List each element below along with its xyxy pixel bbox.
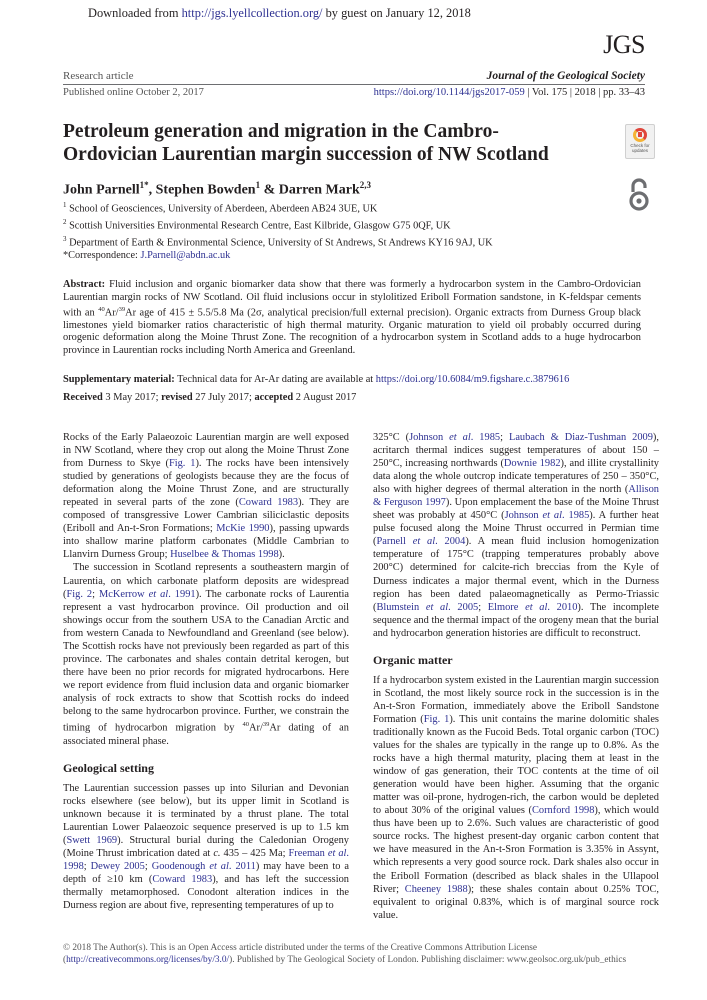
check-updates-line1: Check for <box>630 143 650 148</box>
text-run: ). <box>278 549 285 561</box>
license-link[interactable]: http://creativecommons.org/licenses/by/3.0/ <box>66 955 230 965</box>
text-run: ); these shales contain about 0.25% TOC, equivalent to original 0.83%, which is of marginal source rock value. <box>373 883 659 921</box>
text-run: 325°C ( <box>373 432 410 443</box>
body-column-left <box>63 431 349 912</box>
paragraph <box>63 561 349 747</box>
affiliation <box>63 233 493 250</box>
accepted-label: accepted <box>254 392 294 403</box>
open-access-lock-icon <box>628 178 650 212</box>
citation-link[interactable]: McKie 1990 <box>216 523 270 535</box>
affiliation <box>63 199 493 216</box>
citation-link[interactable]: Coward 1983 <box>152 873 213 885</box>
affiliation <box>63 216 493 233</box>
text-run: ; <box>144 860 152 872</box>
correspondence <box>63 250 493 263</box>
citation-link[interactable]: Parnell et al. 2004 <box>376 536 466 548</box>
check-updates-icon <box>633 128 647 142</box>
check-updates-line2: updates <box>631 148 648 153</box>
paragraph <box>373 431 659 640</box>
accepted-date: 2 August 2017 <box>293 392 357 403</box>
affiliation-number: 1 <box>63 201 67 209</box>
revised-date: 27 July 2017; <box>192 392 255 403</box>
citation-link[interactable]: Johnson et al. 1985 <box>409 432 501 443</box>
text-run: ). They are composed of transgressive Lower Cambrian siliciclastic deposits (Eriboll and An-t-Sron Formations; <box>63 497 349 535</box>
author-affiliation-mark: 1 <box>255 180 261 190</box>
license-text: ). Published by The Geological Society of London. Publishing disclaimer: www.geolsoc.org.uk/pub_ethics <box>229 955 627 965</box>
published-date: Published online October 2, 2017 <box>63 87 204 98</box>
doi-link[interactable]: https://doi.org/10.1144/jgs2017-059 <box>373 87 525 98</box>
download-suffix: by guest on January 12, 2018 <box>322 6 471 20</box>
received-date: 3 May 2017; <box>102 392 162 403</box>
text-run: ). The carbonate rocks of Laurentia represent a vast hydrocarbon province. Oil production and oil showings occur from the southern USA to the Canadian Arctic and from western Canada to Newfoundland and Greenland (see below). The Scottish rocks have not previously been regarded as part of this province. The carbonates and shales contain detrital kerogen, but there have been no prior records for migrated hydrocarbons. Here we report evidence from fluid inclusion data and organic biomarker analysis of rock extracts to show that Scottish rocks do indeed belong to the same hydrocarbon province. Further, we constrain the timing of hydrocarbon migration by <box>63 588 349 734</box>
text-run: ). Upon emplacement the base of the Moine Thrust sheet was probably at 450°C ( <box>373 497 659 522</box>
supplementary-link[interactable]: https://doi.org/10.6084/m9.figshare.c.3879616 <box>375 374 570 385</box>
citation-link[interactable]: Johnson et al. 1985 <box>504 510 590 522</box>
article-title: Petroleum generation and migration in the Cambro-Ordovician Laurentian margin succession of NW Scotland <box>63 121 549 165</box>
download-link[interactable]: http://jgs.lyellcollection.org/ <box>181 6 323 20</box>
abstract-text: Ar age of 415 ± 5.5/5.8 Ma (2σ, analytical precision/full external precision). Organic extracts from Durness Group black limestones yield biomarker ratios characteristic of high thermal maturity. Organic maturation to yield oil probably occurred during orogenic deformation along the Moine Thrust Zone. The recognition of a hydrocarbon system in Scotland adds to a huge hydrocarbon province in Laurentian rocks including North America and Greenland. <box>63 307 641 356</box>
abstract-text: Ar/ <box>104 307 119 319</box>
citation-link[interactable]: Dewey 2005 <box>90 860 145 872</box>
received-label: Received <box>63 392 103 403</box>
author-separator: & <box>260 182 279 198</box>
text-run: 435 – 425 Ma; <box>220 847 289 859</box>
affiliation-text: Department of Earth & Environmental Science, University of St Andrews, St Andrews KY16 9AJ, UK <box>66 237 493 249</box>
citation-link[interactable]: Fig. 1 <box>168 458 196 470</box>
citation-link[interactable]: Fig. 2 <box>66 588 93 600</box>
text-run: ). The incomplete sequence and the thermal impact of the orogeny mean that the burial and hydrocarbon generation histories are difficult to reconstruct. <box>373 601 659 639</box>
text-run: ). Structural burial during the Caledonian Orogeny (Moine Thrust imbrication dated at <box>63 834 349 859</box>
journal-name: Journal of the Geological Society <box>486 70 645 82</box>
isotope-mass: 39 <box>262 721 270 729</box>
citation-link[interactable]: Fig. 1 <box>423 713 450 725</box>
citation-link[interactable]: Elmore et al. 2010 <box>487 601 578 613</box>
citation-link[interactable]: Laubach & Diaz-Tushman 2009 <box>508 432 653 443</box>
isotope-mass: 39 <box>118 306 126 313</box>
article-dates <box>63 392 356 403</box>
supplementary-text: Technical data for Ar-Ar dating are available at <box>174 374 376 385</box>
affiliation-text: Scottish Universities Environmental Research Centre, East Kilbride, Glasgow G75 0QF, UK <box>66 220 451 232</box>
citation-link[interactable]: Blumstein et al. 2005 <box>376 601 479 613</box>
citation-link[interactable]: Cheeney 1988 <box>404 883 468 895</box>
text-run: ; <box>83 860 91 872</box>
citation-link[interactable]: Goodenough et al. 2011 <box>151 860 256 872</box>
text-run: c. <box>213 847 221 859</box>
isotope-mass: 40 <box>242 721 249 729</box>
download-banner <box>88 6 471 21</box>
text-run: Ar/ <box>248 722 263 734</box>
text-run: ) may have been to a depth of ≥10 km ( <box>63 860 349 885</box>
text-run: Rocks of the Early Palaeozoic Laurentian margin are well exposed in NW Scotland, where they crop out along the Moine Thrust Zone from Durness to Skye ( <box>63 432 349 470</box>
abstract <box>63 279 641 357</box>
author-list <box>63 180 371 199</box>
license-footer <box>63 942 663 966</box>
volume-info: | Vol. 175 | 2018 | pp. 33–43 <box>524 87 645 98</box>
text-run: ; <box>478 601 488 613</box>
supplementary-material <box>63 374 569 385</box>
citation-link[interactable]: Cornford 1998 <box>531 805 595 817</box>
text-run: ), acritarch thermal indices suggest temperatures of about 150 – 250°C, increasing northwards ( <box>373 432 659 470</box>
citation-link[interactable]: Swett 1969 <box>66 834 118 846</box>
isotope-mass: 40 <box>98 306 105 313</box>
paragraph <box>63 431 349 561</box>
author-affiliation-mark: 1* <box>139 180 149 190</box>
download-prefix: Downloaded from <box>88 6 182 20</box>
citation-link[interactable]: Allison & Ferguson 1997 <box>373 484 659 509</box>
text-run: ), and illite crystallinity data along the whole outcrop indicate temperatures of 250 – 350°C, also with higher degrees of thermal alteration in the north ( <box>373 458 659 496</box>
license-text: © 2018 The Author(s). This is an Open Access article distributed under the terms of the Creative Commons Attribution License ( <box>63 943 538 965</box>
author-name: Stephen Bowden <box>155 182 256 198</box>
text-run: ). A mean fluid inclusion homogenization temperature of 175°C (trapping temperatures probably above 200°C) determined for calcite-rich breccias from the Kyle of Durness indicates a major thermal event, which in the Durness region has been dated palaeomagnetically as Permo-Triassic ( <box>373 536 659 613</box>
affiliation-text: School of Geosciences, University of Aberdeen, Aberdeen AB24 3UE, UK <box>66 203 378 215</box>
text-run: ). A further heat pulse focused along the Moine Thrust occurred in Permian time ( <box>373 510 659 548</box>
text-run: ; <box>500 432 509 443</box>
correspondence-label: *Correspondence: <box>63 249 141 261</box>
text-run: ; <box>92 588 100 600</box>
citation-link[interactable]: McKerrow et al. 1991 <box>99 588 196 600</box>
supplementary-label: Supplementary material: <box>63 374 175 385</box>
citation-link[interactable]: Downie 1982 <box>503 458 561 470</box>
text-run: ), and has left the succession thermally metamorphosed. Conodont alteration indices in the Durness region are about five, representing temperatures of up to <box>63 873 349 912</box>
journal-logo: JGS <box>603 30 645 59</box>
affiliations <box>63 199 493 262</box>
text-run: ), which would thus have been up to 2.6%. Such values are characteristic of good source rocks. The highest present-day organic carbon content that we have measured in the An-t-Sron Formation is 3.35% in Assynt, which represents a very good source rock. Dark shales also occur in the Eriboll Formation (described as black shales in the Ullapool River; <box>373 805 659 895</box>
text-run: Ar dating of an associated mineral phase. <box>63 722 349 747</box>
article-type: Research article <box>63 70 134 82</box>
citation-link[interactable]: Freeman et al. 1998 <box>63 847 350 872</box>
affiliation-number: 2 <box>63 217 67 226</box>
section-heading-organic-matter: Organic matter <box>373 652 453 667</box>
text-run: ). This unit contains the marine dolomitic shales traditionally known as the Fucoid Beds. Total organic carbon (TOC) values for the shales are typically in the range up to 0.8%. As the rocks have a high thermal maturity, placing them at least in the window of gas generation, their TOC contents at the time of oil generation would have been higher. Assuming that the organic matter was oil-prone, hydrogen-rich, the carbon would be depleted to about 30% of the original values ( <box>373 713 659 817</box>
text-run: ), passing upwards into shallow marine platform carbonates (Middle Cambrian to Llanvirn Durness Group; <box>63 523 350 561</box>
author-name: John Parnell <box>63 182 140 198</box>
author-separator: , <box>148 182 156 198</box>
citation-link[interactable]: Huselbee & Thomas 1998 <box>170 549 279 561</box>
section-heading-geological-setting: Geological setting <box>63 760 154 775</box>
check-for-updates-badge[interactable] <box>625 124 655 159</box>
author-name: Darren Mark <box>278 182 360 198</box>
paragraph <box>373 674 659 922</box>
text-run: The succession in Scotland represents a southeastern margin of Laurentia, on which carbonate platform deposits are widespread ( <box>63 562 349 600</box>
text-run: If a hydrocarbon system existed in the Laurentian margin succession in Scotland, the most likely source rock in the succession is in the An-t-Sron Formation, immediately above the Eriboll Sandstone Formation ( <box>373 674 659 725</box>
abstract-text: Fluid inclusion and organic biomarker data show that there was formerly a hydrocarbon system in the Cambro-Ordovician Laurentian margin rocks of NW Scotland. Oil fluid inclusions occur in stylolitized Eriboll Formation sandstone, in K-feldspar cements with an <box>63 279 641 319</box>
abstract-label: Abstract: <box>63 279 106 290</box>
affiliation-number: 3 <box>63 234 67 243</box>
correspondence-email-link[interactable]: J.Parnell@abdn.ac.uk <box>140 249 231 261</box>
citation-link[interactable]: Coward 1983 <box>238 497 299 509</box>
text-run: The Laurentian succession passes up into Silurian and Devonian rocks elsewhere (see below), but its upper limit in Scotland is unknown because it is terminated by a thrust plane. The total Laurentian Lower Palaeozoic sequence preserved is up to 1.5 km ( <box>63 782 349 846</box>
header-divider <box>63 84 645 85</box>
doi-line <box>374 87 645 98</box>
paragraph <box>63 782 349 912</box>
body-column-right <box>373 431 659 922</box>
text-run: ). The rocks have been intensively studied by generations of geologists because they are the focus of deformation along the Moine Thrust Zone, and are structurally repeated in several parts of the zone ( <box>63 458 349 509</box>
author-affiliation-mark: 2,3 <box>359 180 372 190</box>
revised-label: revised <box>161 392 193 403</box>
